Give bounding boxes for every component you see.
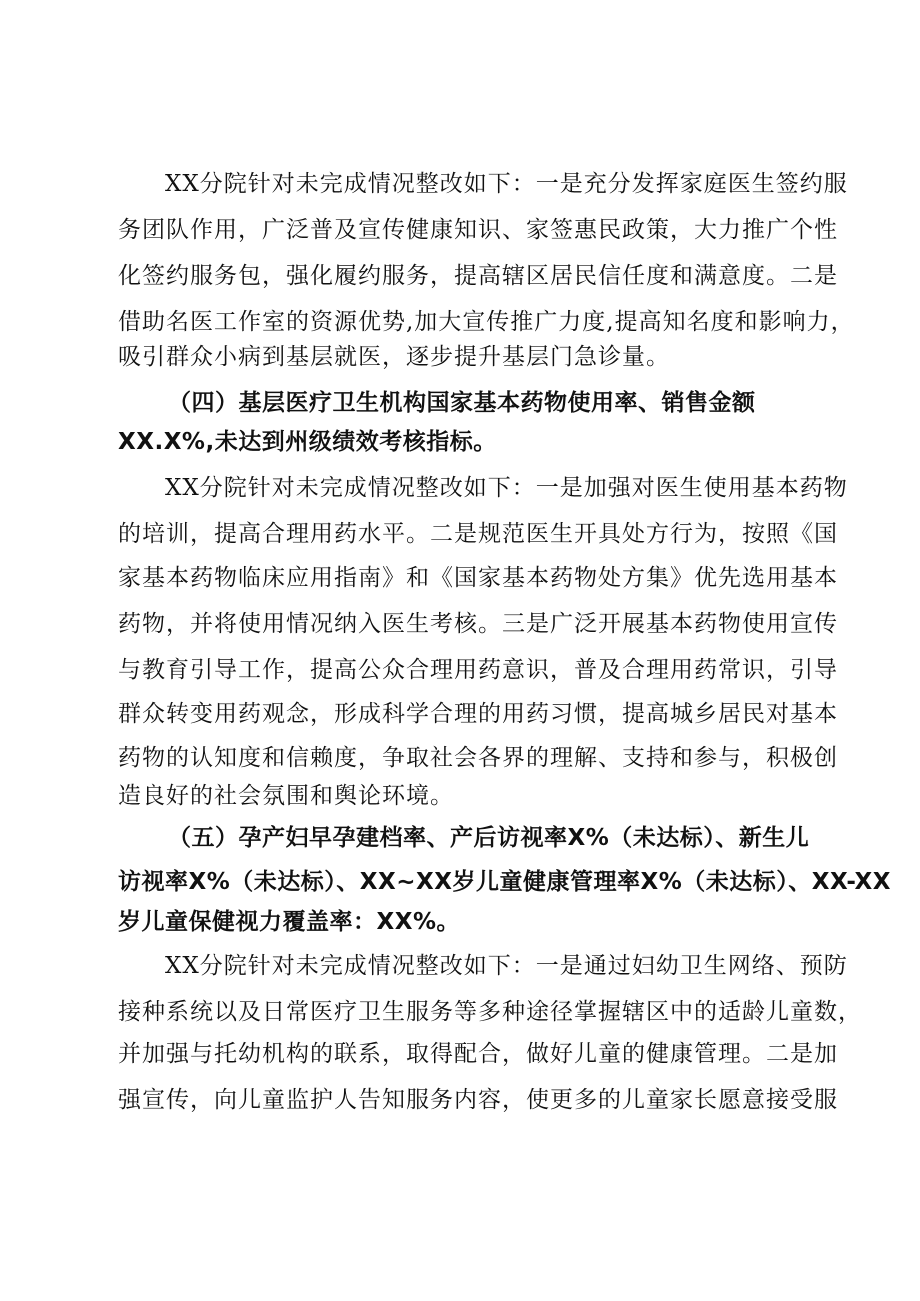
paragraph-1-line-4: 借助名医工作室的资源优势,加大宣传推广力度,提高知名度和影响力， <box>118 309 855 335</box>
section-5-heading-line-3: 岁儿童保健视力覆盖率：XX%。 <box>118 909 461 935</box>
section-5-heading-line-2: 访视率X%（未达标）、XX~XX岁儿童健康管理率X%（未达标）、XX-XX <box>118 869 891 895</box>
paragraph-1-line-5: 吸引群众小病到基层就医，逐步提升基层门急诊量。 <box>118 344 670 370</box>
paragraph-1-line-3: 化签约服务包，强化履约服务，提高辖区居民信任度和满意度。二是 <box>118 263 838 289</box>
paragraph-2-line-6: 群众转变用药观念，形成科学合理的用药习惯，提高城乡居民对基本 <box>118 701 838 727</box>
section-5-heading-line-1: （五）孕产妇早孕建档率、产后访视率X%（未达标）、新生儿 <box>168 825 810 851</box>
paragraph-1-line-2: 务团队作用，广泛普及宣传健康知识、家签惠民政策，大力推广个性 <box>118 217 838 243</box>
paragraph-3-line-4: 强宣传，向儿童监护人告知服务内容，使更多的儿童家长愿意接受服 <box>118 1087 838 1113</box>
paragraph-2-line-2: 的培训，提高合理用药水平。二是规范医生开具处方行为，按照《国 <box>118 521 838 547</box>
paragraph-2-line-8: 造良好的社会氛围和舆论环境。 <box>118 783 454 809</box>
paragraph-2-line-7: 药物的认知度和信赖度，争取社会各界的理解、支持和参与，积极创 <box>118 745 838 771</box>
paragraph-2-line-3: 家基本药物临床应用指南》和《国家基本药物处方集》优先选用基本 <box>118 565 838 591</box>
paragraph-2-line-4: 药物，并将使用情况纳入医生考核。三是广泛开展基本药物使用宣传 <box>118 611 838 637</box>
section-4-heading-line-2: XX.X%,未达到州级绩效考核指标。 <box>118 429 497 455</box>
paragraph-3-line-1: XX分院针对未完成情况整改如下：一是通过妇幼卫生网络、预防 <box>165 953 848 979</box>
paragraph-3-line-2: 接种系统以及日常医疗卫生服务等多种途径掌握辖区中的适龄儿童数， <box>118 999 862 1025</box>
section-4-heading-line-1: （四）基层医疗卫生机构国家基本药物使用率、销售金额 <box>168 390 756 416</box>
paragraph-3-line-3: 并加强与托幼机构的联系，取得配合，做好儿童的健康管理。二是加 <box>118 1041 838 1067</box>
paragraph-1-line-1: XX分院针对未完成情况整改如下：一是充分发挥家庭医生签约服 <box>165 171 848 197</box>
paragraph-2-line-5: 与教育引导工作，提高公众合理用药意识，普及合理用药常识，引导 <box>118 657 838 683</box>
paragraph-2-line-1: XX分院针对未完成情况整改如下：一是加强对医生使用基本药物 <box>165 475 848 501</box>
